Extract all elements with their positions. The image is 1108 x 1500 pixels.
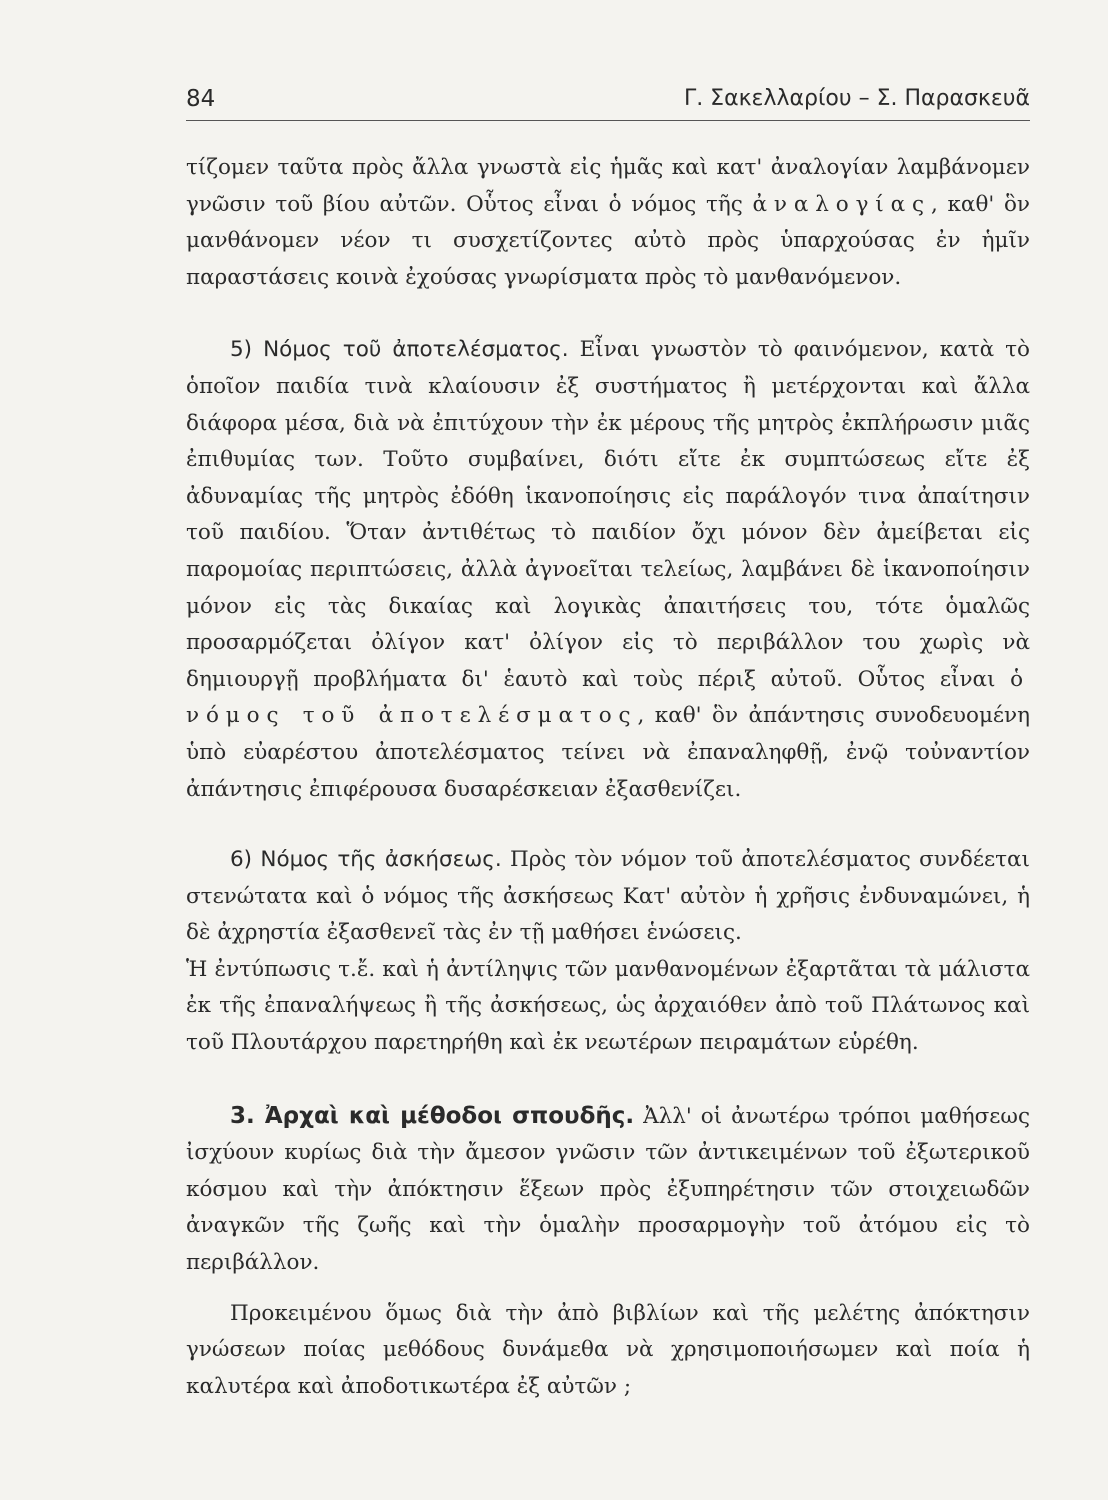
paragraph-law-of-exercise <box>186 842 1030 952</box>
law-of-effect-term: ὁ νόμος τοῦ ἀποτελέσματος <box>186 666 1030 729</box>
analogy-text: τίζομεν ταῦτα πρὸς ἄλλα γνωστὰ εἰς ἡμᾶς καὶ κατ' ἀναλογίαν λαμβάνομεν γνῶσιν τοῦ βίου αὐτῶν. Οὗτος εἶναι ὁ νόμος τῆς <box>186 155 1030 217</box>
study-methods-heading: 3. Ἀρχαὶ καὶ μέθοδοι σπουδῆς. <box>230 1102 635 1129</box>
law-of-effect-text-end: , καθ' ὃν ἀπάντησις συνοδευομένη ὑπὸ εὐαρέστου ἀποτελέσματος τείνει νὰ ἐπαναληφθῇ, ἐνῷ τοὐναντίον ἀπάντησις ἐπιφέρουσα δυσαρέσκειαν ἐξασθενίζει. <box>186 703 1031 802</box>
analogy-text-end: , καθ' ὃν μανθάνομεν νέον τι συσχετίζοντες αὐτὸ πρὸς ὑπαρχούσας ἐν ἡμῖν παραστάσεις κοινὰ ἐχούσας γνωρίσματα πρὸς τὸ μανθανόμενον. <box>186 191 1031 290</box>
page-number: 84 <box>186 86 216 112</box>
study-methods-text: Ἀλλ' οἱ ἀνωτέρω τρόποι μαθήσεως ἰσχύουν κυρίως διὰ τὴν ἄμεσον γνῶσιν τῶν ἀντικειμένων τοῦ ἐξωτερικοῦ κόσμου καὶ τὴν ἀπόκτησιν ἕξεων πρὸς ἐξυπηρέτησιν τῶν στοιχειωδῶν ἀναγκῶν τῆς ζωῆς καὶ τὴν ὁμαλὴν προσαρμογὴν τοῦ ἀτόμου εἰς τὸ περιβάλλον. <box>186 1103 1030 1276</box>
impression-text: Ἡ ἐντύπωσις τ.ἔ. καὶ ἡ ἀντίληψις τῶν μανθανομένων ἐξαρτᾶται τὰ μάλιστα ἐκ τῆς ἐπαναλήψεως ἢ τῆς ἀσκήσεως, ὡς ἀρχαιόθεν ἀπὸ τοῦ Πλάτωνος καὶ τοῦ Πλουτάρχου παρετηρήθη καὶ ἐκ νεωτέρων πειραμάτων εὑρέθη. <box>186 956 1030 1056</box>
question-text: Προκειμένου ὅμως διὰ τὴν ἀπὸ βιβλίων καὶ τῆς μελέτης ἀπόκτησιν γνώσεων ποίας μεθόδους δυνάμεθα νὰ χρησιμοποιήσωμεν καὶ ποία ἡ καλυτέρα καὶ ἀποδοτικωτέρα ἐξ αὐτῶν ; <box>186 1300 1030 1399</box>
law-of-effect-heading: 5) Νόμος τοῦ ἀποτελέσματος. <box>230 337 569 363</box>
law-of-exercise-heading: 6) Νόμος τῆς ἀσκήσεως. <box>230 847 502 873</box>
law-of-exercise-text: Πρὸς τὸν νόμον τοῦ ἀποτελέσματος συνδέεται στενώτατα καὶ ὁ νόμος τῆς ἀσκήσεως Κατ' αὐτὸν ἡ χρῆσις ἐνδυναμώνει, ἡ δὲ ἀχρηστία ἐξασθενεῖ τὰς ἐν τῇ μαθήσει ἑνώσεις. <box>186 847 1030 946</box>
paragraph-impression <box>186 952 1030 1062</box>
law-of-effect-text: Εἶναι γνωστὸν τὸ φαινόμενον, κατὰ τὸ ὁποῖον παιδία τινὰ κλαίουσιν ἐξ συστήματος ἢ μετέρχονται καὶ ἄλλα διάφορα μέσα, διὰ νὰ ἐπιτύχουν τὴν ἐκ μέρους τῆς μητρὸς ἐκπλήρωσιν μιᾶς ἐπιθυμίας των. Τοῦτο συμβαίνει, διότι εἴτε ἐκ συμπτώσεως εἴτε ἐξ ἀδυναμίας τῆς μητρὸς ἐδόθη ἱκανοποίησις εἰς παράλογόν τινα ἀπαίτησιν τοῦ παιδίου. Ὅταν ἀντιθέτως τὸ παιδίον ὄχι μόνον δὲν ἀμείβεται εἰς παρομοίας περιπτώσεις, ἀλλὰ ἀγνοεῖται τελείως, λαμβάνει δὲ ἱκανοποίησιν μόνον εἰς τὰς δικαίας καὶ λογικὰς ἀπαιτήσεις του, τότε ὁμαλῶς προσαρμόζεται ὀλίγον κατ' ὀλίγον εἰς τὸ περιβάλλον του χωρὶς νὰ δημιουργῇ προβλήματα δι' ἑαυτὸ καὶ τοὺς πέριξ αὐτοῦ. Οὗτος εἶναι <box>186 337 1030 692</box>
page-body <box>186 150 1030 1405</box>
page-header <box>186 86 1030 121</box>
paragraph-law-of-effect <box>186 332 1030 808</box>
paragraph-question <box>186 1296 1030 1406</box>
paragraph-study-methods <box>186 1098 1030 1282</box>
analogy-term: ἀναλογίας <box>752 191 931 217</box>
running-head: Γ. Σακελλαρίου – Σ. Παρασκευᾶ <box>683 86 1030 111</box>
paragraph-analogy <box>186 150 1030 296</box>
